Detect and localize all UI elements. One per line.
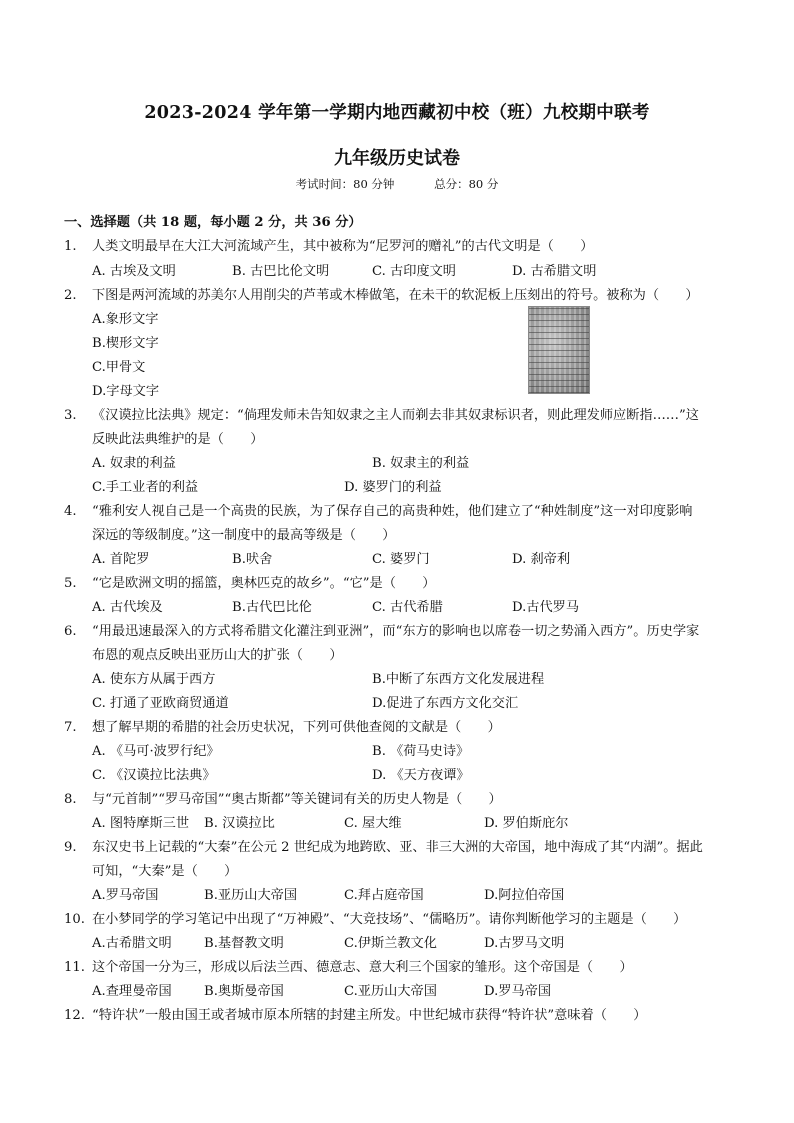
option-a: A. 图特摩斯三世 — [92, 816, 190, 831]
option-a: A. 《马可·波罗行纪》 — [92, 744, 220, 759]
option-d: D. 《天方夜谭》 — [372, 768, 470, 783]
option-b: B. 古巴比伦文明 — [232, 264, 330, 279]
question-stem: “它是欧洲文明的摇篮，奥林匹克的故乡”。“它”是（ ） — [92, 576, 436, 591]
option-c: C. 打通了亚欧商贸通道 — [92, 696, 229, 711]
option-a: A.罗马帝国 — [92, 888, 159, 903]
question-number: 8. — [64, 792, 77, 807]
option-a: A.古希腊文明 — [92, 936, 172, 951]
option-c: C. 屋大维 — [344, 816, 402, 831]
exam-title: 2023-2024 学年第一学期内地西藏初中校（班）九校期中联考 — [144, 103, 650, 123]
total-score: 总分：80 分 — [434, 177, 499, 191]
question-stem: 东汉史书上记载的“大秦”在公元 2 世纪成为地跨欧、亚、非三大洲的大帝国，地中海成了其“内湖”。据此 — [92, 840, 703, 855]
exam-subtitle: 九年级历史试卷 — [334, 148, 460, 169]
option-d: D.罗马帝国 — [484, 984, 552, 999]
question-stem: 在小梦同学的学习笔记中出现了“万神殿”、“大竞技场”、“儒略历”。请你判断他学习的主题是（ ） — [92, 912, 687, 927]
option-b: B. 汉谟拉比 — [204, 816, 275, 831]
option-a: A. 奴隶的利益 — [92, 456, 176, 471]
section-heading: 一、选择题（共 18 题，每小题 2 分，共 36 分） — [64, 215, 362, 230]
question-number: 6. — [64, 624, 77, 639]
option-c: C.甲骨文 — [92, 360, 146, 375]
question-number: 3. — [64, 408, 77, 423]
question-stem: 人类文明最早在大江大河流域产生，其中被称为“尼罗河的赠礼”的古代文明是（ ） — [92, 239, 594, 254]
question-number: 1. — [64, 239, 77, 254]
option-d: D. 婆罗门的利益 — [344, 480, 442, 495]
question-number: 5. — [64, 576, 77, 591]
option-c: C. 婆罗门 — [372, 552, 430, 567]
question-number: 7. — [64, 720, 77, 735]
question-number: 10. — [64, 912, 85, 927]
option-b: B.中断了东西方文化发展进程 — [372, 672, 545, 687]
option-b: B. 奴隶主的利益 — [372, 456, 470, 471]
option-b: B.楔形文字 — [92, 336, 159, 351]
option-c: C.亚历山大帝国 — [344, 984, 437, 999]
question-number: 12. — [64, 1008, 85, 1023]
option-c: C.伊斯兰教文化 — [344, 936, 437, 951]
question-stem: 想了解早期的希腊的社会历史状况，下列可供他查阅的文献是（ ） — [92, 720, 501, 735]
option-d: D.古罗马文明 — [484, 936, 565, 951]
question-stem: “特许状”一般由国王或者城市原本所辖的封建主所发。中世纪城市获得“特许状”意味着（ ） — [92, 1008, 647, 1023]
option-c: C.手工业者的利益 — [92, 480, 199, 495]
option-b: B.古代巴比伦 — [232, 600, 312, 615]
question-number: 4. — [64, 504, 77, 519]
question-stem-cont: 布恩的观点反映出亚历山大的扩张（ ） — [92, 648, 343, 663]
option-d: D.阿拉伯帝国 — [484, 888, 565, 903]
option-b: B. 《荷马史诗》 — [372, 744, 470, 759]
option-d: D. 古希腊文明 — [512, 264, 597, 279]
option-b: B.奥斯曼帝国 — [204, 984, 284, 999]
option-a: A. 古埃及文明 — [92, 264, 176, 279]
option-a: A. 古代埃及 — [92, 600, 163, 615]
exam-time: 考试时间：80 分钟 — [295, 177, 395, 191]
option-b: B.基督教文明 — [204, 936, 284, 951]
option-d: D. 刹帝利 — [512, 552, 571, 567]
option-c: C. 古印度文明 — [372, 264, 456, 279]
question-stem: 下图是两河流域的苏美尔人用削尖的芦苇或木棒做笔，在未干的软泥板上压刻出的符号。被称为（ ） — [92, 288, 699, 303]
option-c: C.拜占庭帝国 — [344, 888, 424, 903]
option-a: A. 使东方从属于西方 — [92, 672, 216, 687]
option-b: B.吠舍 — [232, 552, 273, 567]
question-stem: “雅利安人视自己是一个高贵的民族，为了保存自己的高贵种姓，他们建立了“种姓制度”这一对印度影响 — [92, 504, 693, 519]
question-stem: 与“元首制”“罗马帝国”“奥古斯都”等关键词有关的历史人物是（ ） — [92, 792, 502, 807]
option-d: D.字母文字 — [92, 384, 160, 399]
question-number: 2. — [64, 288, 77, 303]
option-d: D.古代罗马 — [512, 600, 580, 615]
question-stem-cont: 可知，“大秦”是（ ） — [92, 864, 238, 879]
question-stem-cont: 深远的等级制度。”这一制度中的最高等级是（ ） — [92, 528, 396, 543]
question-number: 11. — [64, 960, 85, 975]
question-number: 9. — [64, 840, 77, 855]
question-stem: 这个帝国一分为三，形成以后法兰西、德意志、意大利三个国家的雏形。这个帝国是（ ） — [92, 960, 633, 975]
question-stem-cont: 反映此法典维护的是（ ） — [92, 432, 264, 447]
option-a: A.查理曼帝国 — [92, 984, 172, 999]
option-a: A. 首陀罗 — [92, 552, 150, 567]
option-d: D. 罗伯斯庇尔 — [484, 816, 569, 831]
exam-info — [0, 176, 794, 192]
question-stem: 《汉谟拉比法典》规定：“倘理发师未告知奴隶之主人而剃去非其奴隶标识者，则此理发师应断指……”这 — [92, 408, 699, 423]
option-c: C. 古代希腊 — [372, 600, 443, 615]
question-stem: “用最迅速最深入的方式将希腊文化灌注到亚洲”，而“东方的影响也以席卷一切之势涌入西方”。历史学家 — [92, 624, 700, 639]
option-d: D.促进了东西方文化交汇 — [372, 696, 519, 711]
option-c: C. 《汉谟拉比法典》 — [92, 768, 216, 783]
option-a: A.象形文字 — [92, 312, 159, 327]
cuneiform-tablet-image — [528, 306, 590, 394]
option-b: B.亚历山大帝国 — [204, 888, 298, 903]
